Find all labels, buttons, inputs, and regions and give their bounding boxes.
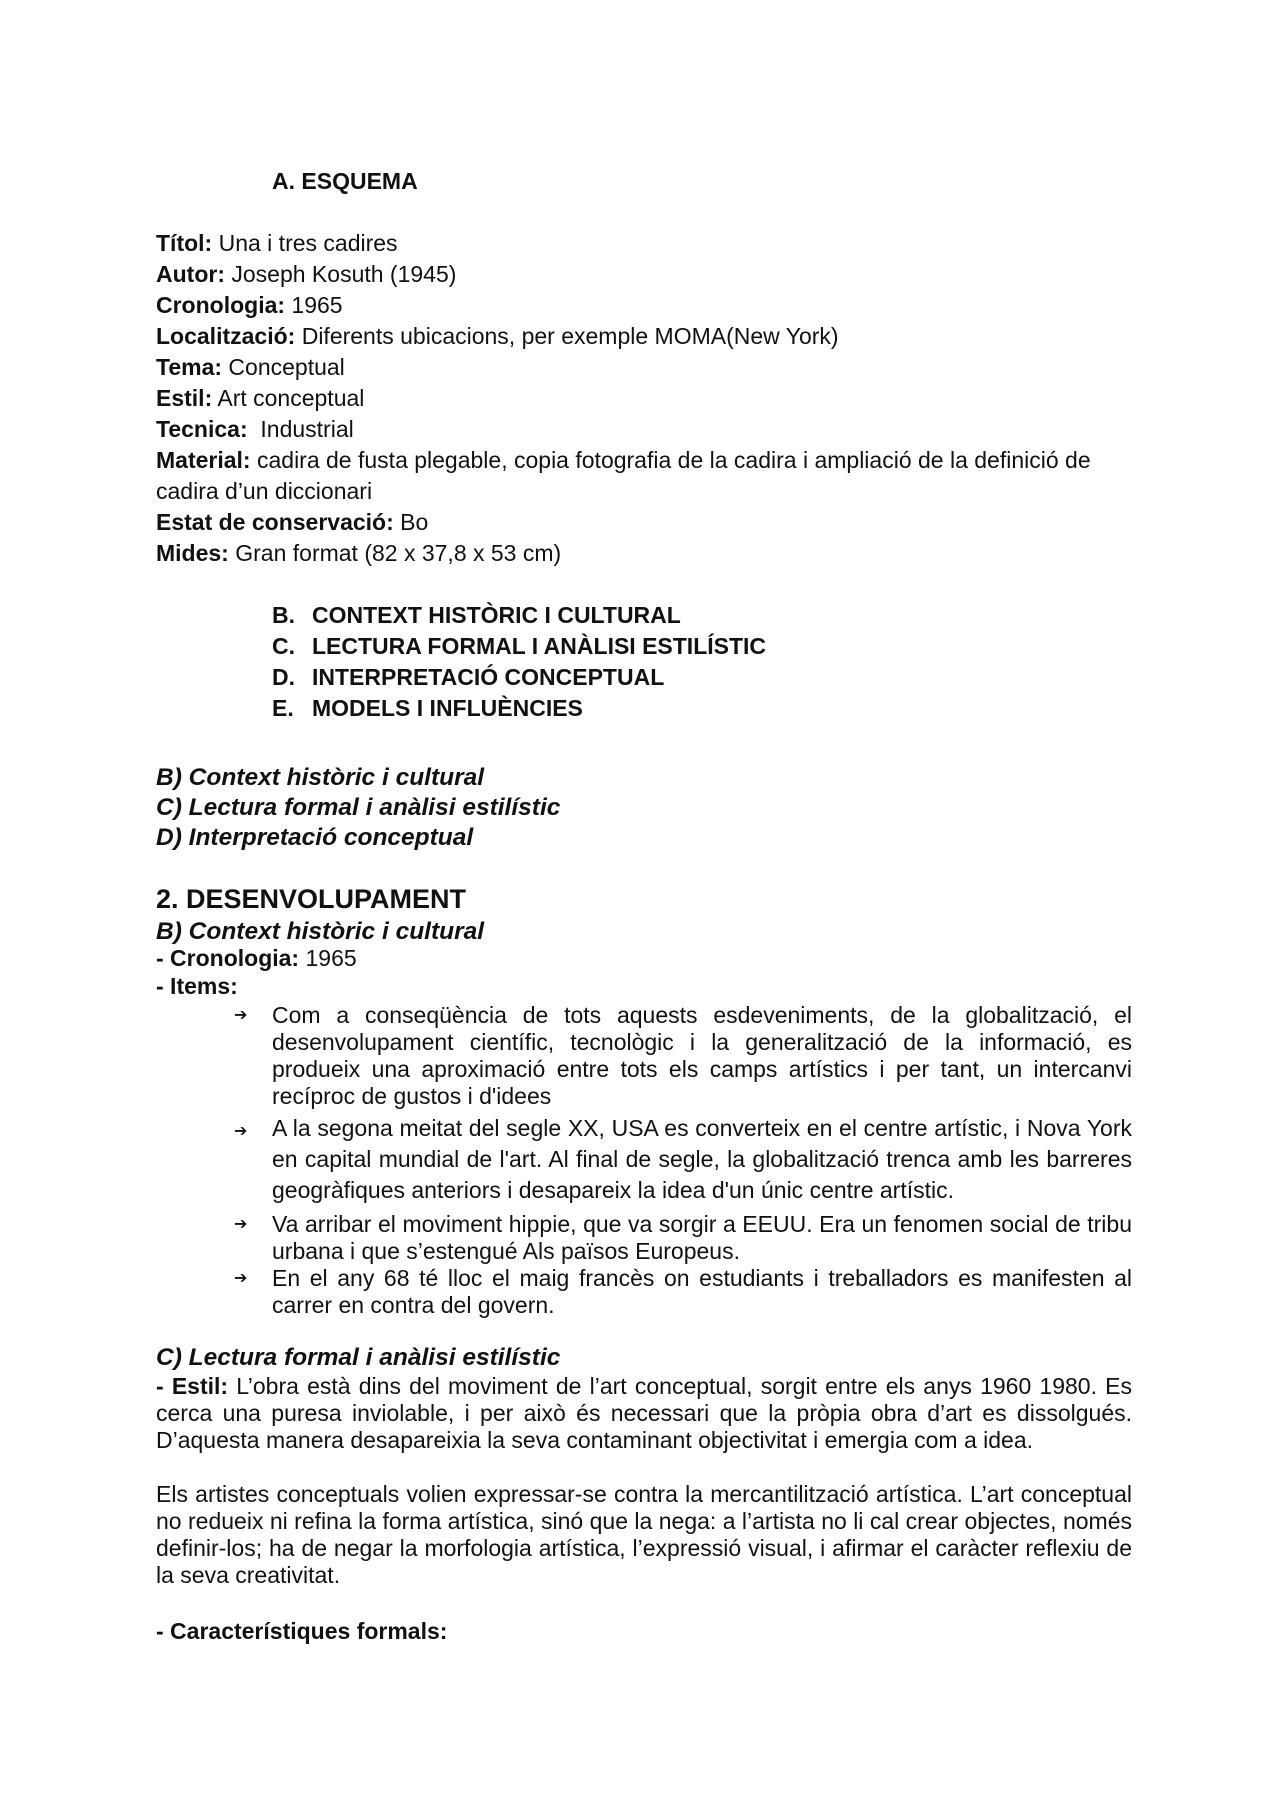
field-cronologia: Cronologia: 1965 xyxy=(156,292,343,318)
formal-paragraph: Els artistes conceptuals volien expressar-se contra la mercantilització artística. L’art conceptual no redueix ni refina la forma artística, sinó que la nega: a l’artista no li cal crear objectes, només definir-los; ha de negar la morfologia artística, l’expressió visual, i afirmar el caràcter reflexiu de la seva creativitat. xyxy=(156,1481,1132,1588)
formal-estil-paragraph: - Estil: L’obra està dins del moviment de l’art conceptual, sorgit entre els anys 1960 1980. Es cerca una puresa inviolable, i per això és necessari que la pròpia obra d’art es dissolgués. D’aquesta manera desapareixia la seva contaminant objectivitat i emergia com a idea. xyxy=(156,1373,1132,1453)
context-subheading: B) Context històric i cultural xyxy=(156,918,485,945)
development-heading: 2. DESENVOLUPAMENT xyxy=(156,884,467,914)
field-localitzacio: Localització: Diferents ubicacions, per exemple MOMA(New York) xyxy=(156,323,839,349)
field-titol: Títol: Una i tres cadires xyxy=(156,230,398,256)
schema-title xyxy=(272,166,418,197)
field-tecnica: Tecnica: Industrial xyxy=(156,416,354,442)
field-estat: Estat de conservació: Bo xyxy=(156,509,429,535)
list-item: ➔ En el any 68 té lloc el maig francès on estudiants i treballadors es manifesten al carrer en contra del govern. xyxy=(234,1265,1132,1318)
field-autor: Autor: Joseph Kosuth (1945) xyxy=(156,261,457,287)
field-estil: Estil: Art conceptual xyxy=(156,385,365,411)
list-item: ➔ Com a conseqüència de tots aquests esdeveniments, de la globalització, el desenvolupament científic, tecnològic i la generalització de la informació, es produeix una aproximació entre tots els camps artístics i per tant, un intercanvi recíproc de gustos i d'idees xyxy=(234,1002,1132,1109)
italic-item-c: C) Lectura formal i anàlisi estilístic xyxy=(156,794,561,821)
formal-subheading: C) Lectura formal i anàlisi estilístic xyxy=(156,1344,561,1371)
section-b: B. CONTEXT HISTÒRIC I CULTURAL xyxy=(272,602,681,628)
arrow-right-icon: ➔ xyxy=(234,1007,248,1024)
section-d: D. INTERPRETACIÓ CONCEPTUAL xyxy=(272,664,665,690)
arrow-right-icon: ➔ xyxy=(234,1216,248,1233)
characteristics-label: - Característiques formals: xyxy=(156,1618,448,1644)
list-item: ➔ A la segona meitat del segle XX, USA es converteix en el centre artístic, i Nova York en capital mundial de l'art. Al final de segle, la globalització trenca amb les barreres geogràfiques anteriors i desapareix la idea d'un únic centre artístic. xyxy=(234,1115,1132,1203)
context-items-label: - Items: xyxy=(156,973,238,999)
arrow-right-icon: ➔ xyxy=(234,1123,248,1140)
field-material-cont: cadira d’un diccionari xyxy=(156,478,373,504)
field-material: Material: cadira de fusta plegable, copia fotografia de la cadira i ampliació de la definició de xyxy=(156,447,1091,473)
section-c: C. LECTURA FORMAL I ANÀLISI ESTILÍSTIC xyxy=(272,633,767,659)
field-mides: Mides: Gran format (82 x 37,8 x 53 cm) xyxy=(156,540,562,566)
italic-item-b: B) Context històric i cultural xyxy=(156,764,485,791)
field-tema: Tema: Conceptual xyxy=(156,354,345,380)
italic-item-d: D) Interpretació conceptual xyxy=(156,824,474,851)
list-item: ➔ Va arribar el moviment hippie, que va sorgir a EEUU. Era un fenomen social de tribu urbana i que s’estengué Als països Europeus. xyxy=(234,1211,1132,1264)
context-cronologia: - Cronologia: 1965 xyxy=(156,945,357,971)
arrow-right-icon: ➔ xyxy=(234,1270,248,1287)
section-e: E. MODELS I INFLUÈNCIES xyxy=(272,695,583,721)
schema-title-text: A. ESQUEMA xyxy=(272,168,418,194)
